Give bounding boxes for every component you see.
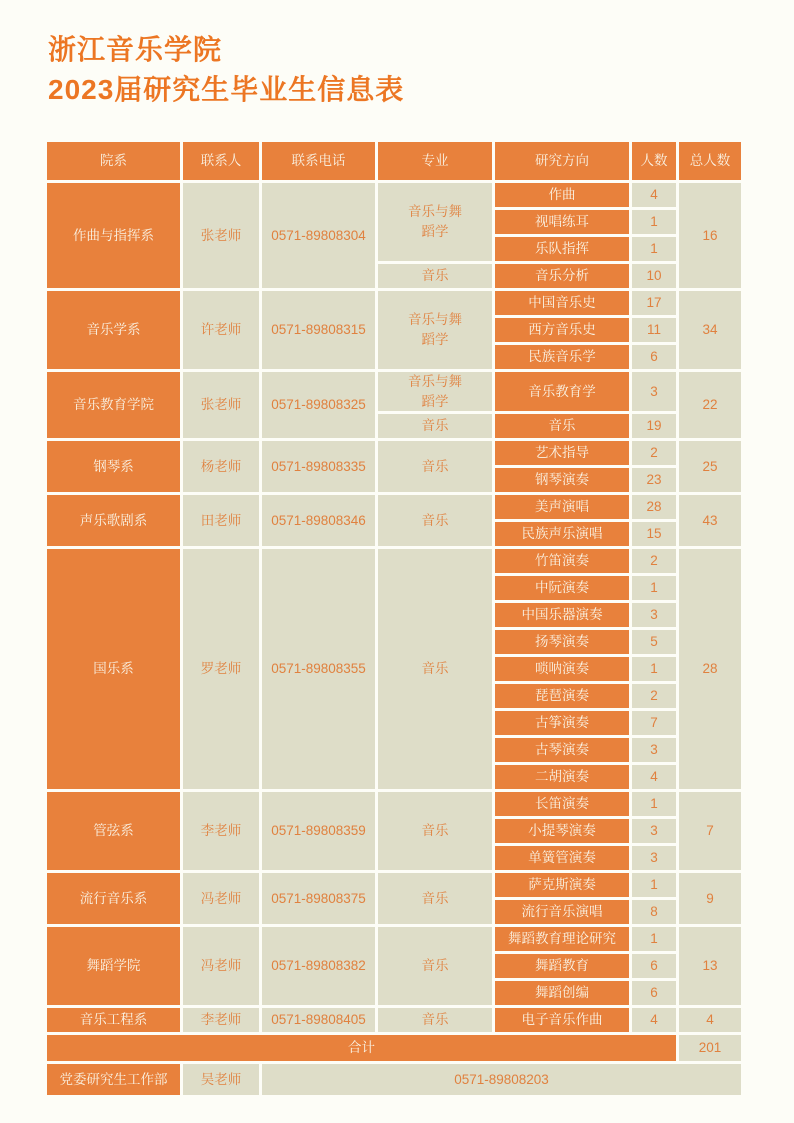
major-cell: 音乐 bbox=[378, 495, 492, 546]
phone-cell: 0571-89808325 bbox=[262, 372, 375, 438]
count-cell: 1 bbox=[632, 237, 676, 261]
summary-label-cell: 合计 bbox=[47, 1035, 676, 1061]
phone-cell: 0571-89808335 bbox=[262, 441, 375, 492]
office-row bbox=[47, 1064, 741, 1095]
total-cell: 22 bbox=[679, 372, 741, 438]
total-cell: 4 bbox=[679, 1008, 741, 1032]
count-cell: 1 bbox=[632, 927, 676, 951]
dept-cell: 管弦系 bbox=[47, 792, 180, 870]
table-row bbox=[47, 792, 741, 816]
direction-cell: 单簧管演奏 bbox=[495, 846, 629, 870]
total-cell: 7 bbox=[679, 792, 741, 870]
page-title-line2: 2023届研究生毕业生信息表 bbox=[48, 74, 405, 105]
count-cell: 15 bbox=[632, 522, 676, 546]
direction-cell: 竹笛演奏 bbox=[495, 549, 629, 573]
summary-total-cell: 201 bbox=[679, 1035, 741, 1061]
header-department: 院系 bbox=[47, 142, 180, 180]
direction-cell: 古筝演奏 bbox=[495, 711, 629, 735]
header-contact: 联系人 bbox=[183, 142, 259, 180]
count-cell: 2 bbox=[632, 684, 676, 708]
count-cell: 3 bbox=[632, 738, 676, 762]
major-cell: 音乐 bbox=[378, 1008, 492, 1032]
header-phone: 联系电话 bbox=[262, 142, 375, 180]
count-cell: 1 bbox=[632, 792, 676, 816]
count-cell: 1 bbox=[632, 576, 676, 600]
count-cell: 19 bbox=[632, 414, 676, 438]
count-cell: 4 bbox=[632, 765, 676, 789]
direction-cell: 电子音乐作曲 bbox=[495, 1008, 629, 1032]
count-cell: 10 bbox=[632, 264, 676, 288]
count-cell: 4 bbox=[632, 183, 676, 207]
direction-cell: 舞蹈创编 bbox=[495, 981, 629, 1005]
direction-cell: 音乐 bbox=[495, 414, 629, 438]
count-cell: 1 bbox=[632, 210, 676, 234]
count-cell: 8 bbox=[632, 900, 676, 924]
direction-cell: 古琴演奏 bbox=[495, 738, 629, 762]
table-row bbox=[47, 1008, 741, 1032]
direction-cell: 乐队指挥 bbox=[495, 237, 629, 261]
count-cell: 3 bbox=[632, 372, 676, 411]
direction-cell: 音乐分析 bbox=[495, 264, 629, 288]
count-cell: 2 bbox=[632, 441, 676, 465]
major-cell: 音乐与舞蹈学 bbox=[378, 372, 492, 411]
count-cell: 3 bbox=[632, 603, 676, 627]
contact-cell: 田老师 bbox=[183, 495, 259, 546]
direction-cell: 民族音乐学 bbox=[495, 345, 629, 369]
page-title bbox=[48, 30, 404, 110]
major-cell: 音乐 bbox=[378, 927, 492, 1005]
contact-cell: 罗老师 bbox=[183, 549, 259, 789]
summary-row bbox=[47, 1035, 741, 1061]
major-cell: 音乐 bbox=[378, 792, 492, 870]
count-cell: 1 bbox=[632, 657, 676, 681]
major-cell: 音乐 bbox=[378, 549, 492, 789]
count-cell: 23 bbox=[632, 468, 676, 492]
count-cell: 17 bbox=[632, 291, 676, 315]
phone-cell: 0571-89808355 bbox=[262, 549, 375, 789]
major-cell: 音乐与舞蹈学 bbox=[378, 291, 492, 369]
phone-cell: 0571-89808346 bbox=[262, 495, 375, 546]
direction-cell: 琵琶演奏 bbox=[495, 684, 629, 708]
contact-cell: 许老师 bbox=[183, 291, 259, 369]
dept-cell: 钢琴系 bbox=[47, 441, 180, 492]
table-row bbox=[47, 441, 741, 465]
major-cell: 音乐 bbox=[378, 264, 492, 288]
header-major: 专业 bbox=[378, 142, 492, 180]
direction-cell: 小提琴演奏 bbox=[495, 819, 629, 843]
count-cell: 6 bbox=[632, 981, 676, 1005]
direction-cell: 中阮演奏 bbox=[495, 576, 629, 600]
count-cell: 4 bbox=[632, 1008, 676, 1032]
count-cell: 3 bbox=[632, 846, 676, 870]
office-phone-cell: 0571-89808203 bbox=[262, 1064, 741, 1095]
dept-cell: 流行音乐系 bbox=[47, 873, 180, 924]
contact-cell: 李老师 bbox=[183, 792, 259, 870]
direction-cell: 舞蹈教育理论研究 bbox=[495, 927, 629, 951]
direction-cell: 民族声乐演唱 bbox=[495, 522, 629, 546]
phone-cell: 0571-89808315 bbox=[262, 291, 375, 369]
direction-cell: 艺术指导 bbox=[495, 441, 629, 465]
count-cell: 7 bbox=[632, 711, 676, 735]
page-title-line1: 浙江音乐学院 bbox=[48, 34, 223, 65]
direction-cell: 唢呐演奏 bbox=[495, 657, 629, 681]
count-cell: 5 bbox=[632, 630, 676, 654]
dept-cell: 声乐歌剧系 bbox=[47, 495, 180, 546]
phone-cell: 0571-89808375 bbox=[262, 873, 375, 924]
contact-cell: 张老师 bbox=[183, 183, 259, 288]
contact-cell: 冯老师 bbox=[183, 873, 259, 924]
total-cell: 28 bbox=[679, 549, 741, 789]
header-direction: 研究方向 bbox=[495, 142, 629, 180]
total-cell: 43 bbox=[679, 495, 741, 546]
major-cell: 音乐 bbox=[378, 441, 492, 492]
table-row bbox=[47, 372, 741, 411]
count-cell: 11 bbox=[632, 318, 676, 342]
count-cell: 3 bbox=[632, 819, 676, 843]
dept-cell: 舞蹈学院 bbox=[47, 927, 180, 1005]
count-cell: 6 bbox=[632, 345, 676, 369]
phone-cell: 0571-89808405 bbox=[262, 1008, 375, 1032]
direction-cell: 长笛演奏 bbox=[495, 792, 629, 816]
dept-cell: 国乐系 bbox=[47, 549, 180, 789]
direction-cell: 视唱练耳 bbox=[495, 210, 629, 234]
phone-cell: 0571-89808304 bbox=[262, 183, 375, 288]
table-row bbox=[47, 291, 741, 315]
direction-cell: 音乐教育学 bbox=[495, 372, 629, 411]
contact-cell: 张老师 bbox=[183, 372, 259, 438]
total-cell: 9 bbox=[679, 873, 741, 924]
table-row bbox=[47, 183, 741, 207]
header-total: 总人数 bbox=[679, 142, 741, 180]
direction-cell: 二胡演奏 bbox=[495, 765, 629, 789]
table-row bbox=[47, 495, 741, 519]
direction-cell: 舞蹈教育 bbox=[495, 954, 629, 978]
table-header-row bbox=[47, 142, 741, 180]
direction-cell: 中国乐器演奏 bbox=[495, 603, 629, 627]
direction-cell: 中国音乐史 bbox=[495, 291, 629, 315]
table-row bbox=[47, 927, 741, 951]
count-cell: 28 bbox=[632, 495, 676, 519]
dept-cell: 音乐教育学院 bbox=[47, 372, 180, 438]
direction-cell: 流行音乐演唱 bbox=[495, 900, 629, 924]
count-cell: 6 bbox=[632, 954, 676, 978]
header-count: 人数 bbox=[632, 142, 676, 180]
count-cell: 1 bbox=[632, 873, 676, 897]
total-cell: 13 bbox=[679, 927, 741, 1005]
major-cell: 音乐 bbox=[378, 873, 492, 924]
direction-cell: 美声演唱 bbox=[495, 495, 629, 519]
major-cell: 音乐与舞蹈学 bbox=[378, 183, 492, 261]
direction-cell: 作曲 bbox=[495, 183, 629, 207]
dept-cell: 音乐学系 bbox=[47, 291, 180, 369]
direction-cell: 钢琴演奏 bbox=[495, 468, 629, 492]
dept-cell: 音乐工程系 bbox=[47, 1008, 180, 1032]
dept-cell: 作曲与指挥系 bbox=[47, 183, 180, 288]
table-row bbox=[47, 873, 741, 897]
contact-cell: 冯老师 bbox=[183, 927, 259, 1005]
graduate-info-table bbox=[44, 139, 744, 1098]
office-name-cell: 党委研究生工作部 bbox=[47, 1064, 180, 1095]
total-cell: 16 bbox=[679, 183, 741, 288]
office-contact-cell: 吴老师 bbox=[183, 1064, 259, 1095]
table-row bbox=[47, 549, 741, 573]
phone-cell: 0571-89808359 bbox=[262, 792, 375, 870]
direction-cell: 西方音乐史 bbox=[495, 318, 629, 342]
total-cell: 34 bbox=[679, 291, 741, 369]
contact-cell: 李老师 bbox=[183, 1008, 259, 1032]
contact-cell: 杨老师 bbox=[183, 441, 259, 492]
total-cell: 25 bbox=[679, 441, 741, 492]
count-cell: 2 bbox=[632, 549, 676, 573]
direction-cell: 扬琴演奏 bbox=[495, 630, 629, 654]
direction-cell: 萨克斯演奏 bbox=[495, 873, 629, 897]
phone-cell: 0571-89808382 bbox=[262, 927, 375, 1005]
major-cell: 音乐 bbox=[378, 414, 492, 438]
